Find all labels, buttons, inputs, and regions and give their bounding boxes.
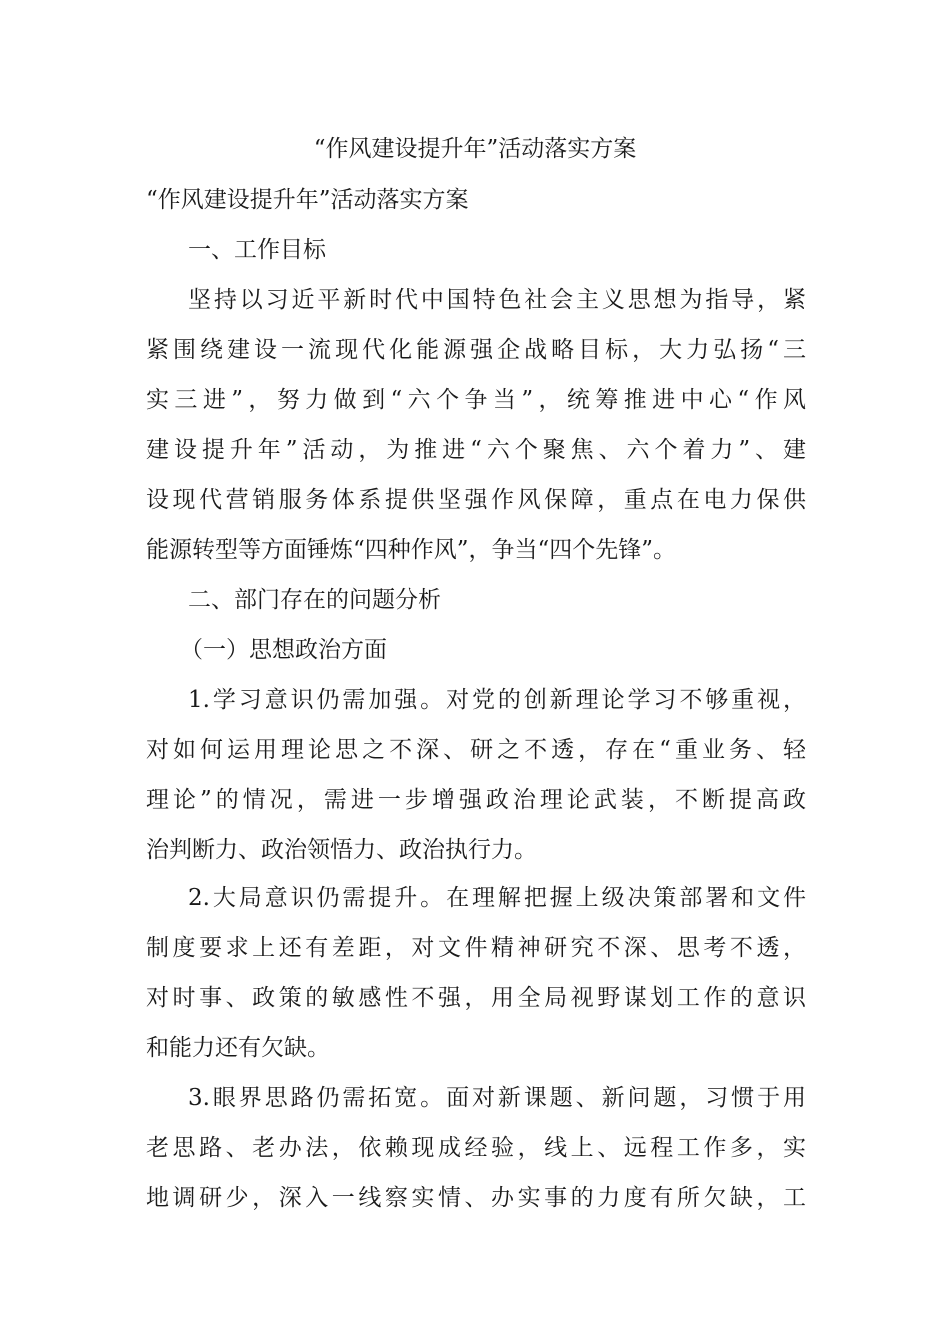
item-line: 地调研少，深入一线察实情、办实事的力度有所欠缺，工 [146,1185,806,1211]
item-line: 治判断力、政治领悟力、政治执行力。 [146,837,537,863]
paragraph-line: 能源转型等方面锤炼“四种作风”，争当“四个先锋”。 [146,537,677,563]
item-line: 2.大局意识仍需提升。在理解把握上级决策部署和文件 [188,885,806,911]
item-line: 制度要求上还有差距，对文件精神研究不深、思考不透， [146,935,806,961]
item-line: 3.眼界思路仍需拓宽。面对新课题、新问题，习惯于用 [188,1085,806,1111]
paragraph-line: 紧围绕建设一流现代化能源强企战略目标，大力弘扬“三 [146,337,806,363]
paragraph-line: 坚持以习近平新时代中国特色社会主义思想为指导，紧 [188,287,806,313]
item-line: 理论”的情况，需进一步增强政治理论武装，不断提高政 [146,787,806,813]
section-heading-goals: 一、工作目标 [188,237,326,263]
document-title: “作风建设提升年”活动落实方案 [313,136,637,162]
paragraph-line: 实三进”，努力做到“六个争当”，统筹推进中心“作风 [146,387,806,413]
item-line: 老思路、老办法，依赖现成经验，线上、远程工作多，实 [146,1135,806,1161]
item-line: 对如何运用理论思之不深、研之不透，存在“重业务、轻 [146,737,806,763]
document-subtitle: “作风建设提升年”活动落实方案 [146,187,469,213]
section-heading-problems: 二、部门存在的问题分析 [188,587,441,613]
item-line: 对时事、政策的敏感性不强，用全局视野谋划工作的意识 [146,985,806,1011]
subsection-heading-political: （一）思想政治方面 [180,637,387,663]
item-line: 和能力还有欠缺。 [146,1035,330,1061]
paragraph-line: 建设提升年”活动，为推进“六个聚焦、六个着力”、建 [146,437,806,463]
paragraph-line: 设现代营销服务体系提供坚强作风保障，重点在电力保供 [146,487,806,513]
item-line: 1.学习意识仍需加强。对党的创新理论学习不够重视， [188,687,806,713]
